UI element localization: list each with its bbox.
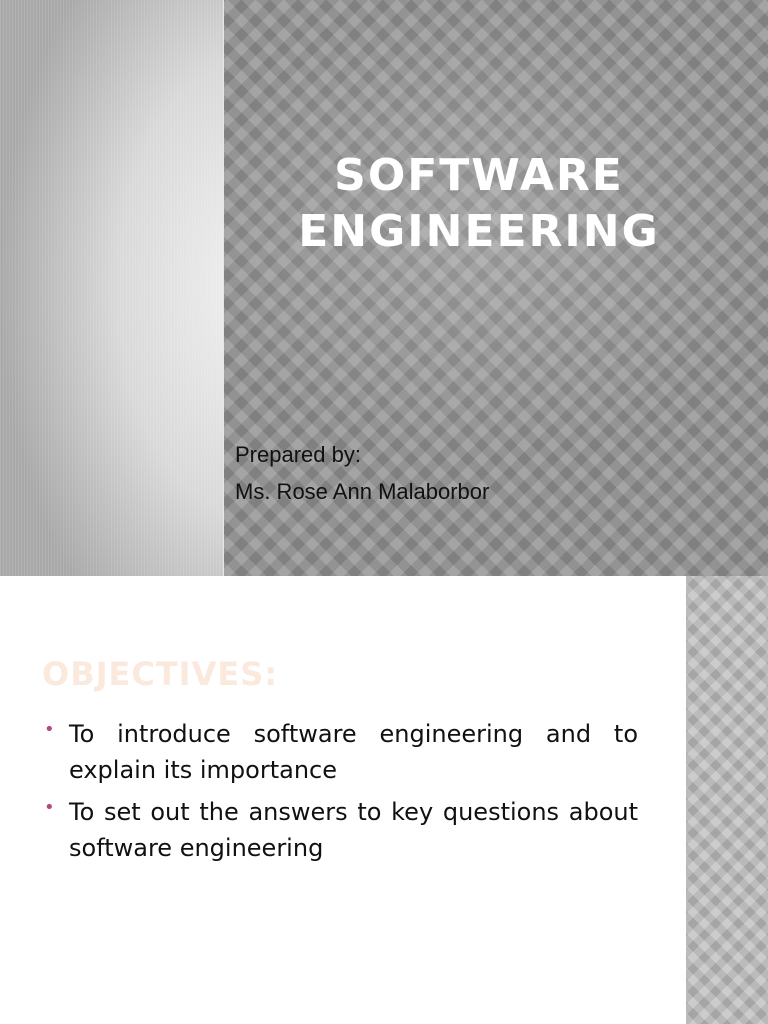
bullet-icon: •: [44, 797, 55, 818]
title-line-2: ENGINEERING: [298, 206, 660, 257]
objectives-list: [42, 716, 638, 872]
bullet-icon: •: [44, 719, 55, 740]
list-item-text: To set out the answers to key questions about software engineering: [69, 798, 638, 862]
title-line-1: SOFTWARE: [334, 150, 624, 201]
objectives-heading: OBJECTIVES:: [42, 655, 279, 693]
list-item: [42, 794, 638, 866]
subtitle: [235, 436, 489, 510]
slide-title: [224, 148, 734, 260]
left-gradient-panel: [0, 0, 224, 576]
right-pattern-strip: [686, 576, 768, 1024]
prepared-by-label: Prepared by:: [235, 442, 361, 467]
objectives-slide: [0, 576, 768, 1024]
author-name: Ms. Rose Ann Malaborbor: [235, 479, 490, 504]
list-item: [42, 716, 638, 788]
list-item-text: To introduce software engineering and to explain its importance: [69, 720, 638, 784]
